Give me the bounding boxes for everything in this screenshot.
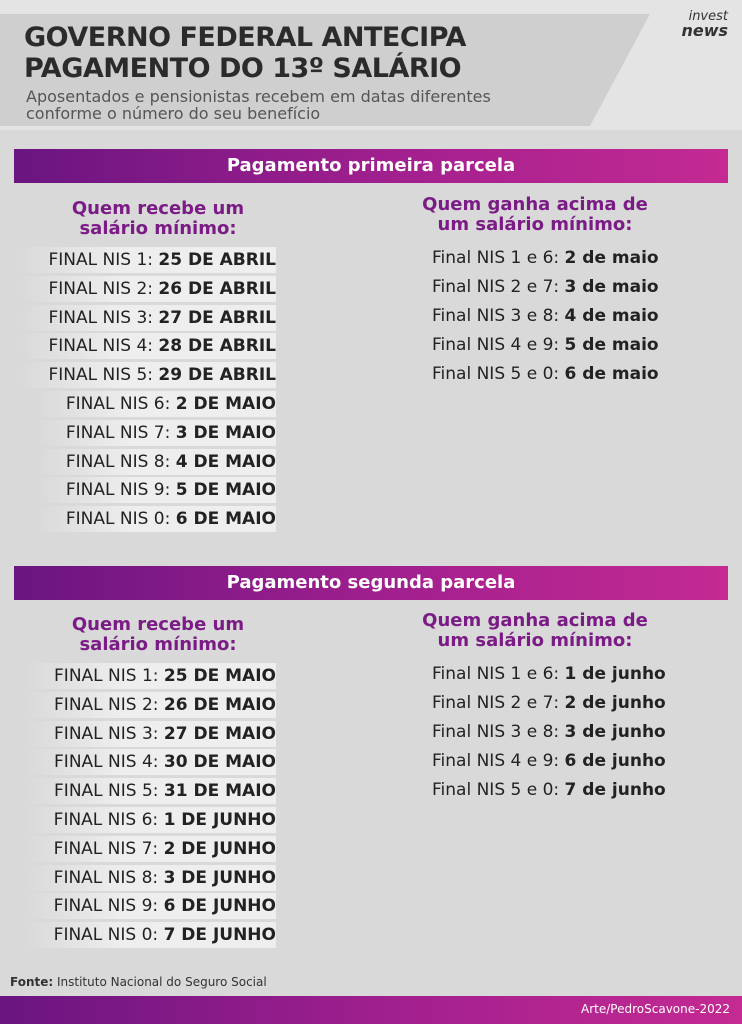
payment-date: 27 DE ABRIL [158,307,276,328]
payment-date: 6 DE JUNHO [163,896,276,917]
title-line-1: GOVERNO FEDERAL ANTECIPA [24,22,466,53]
list-item [36,391,276,417]
payment-date: 7 DE JUNHO [163,925,276,946]
payment-date: 30 DE MAIO [163,752,276,773]
second-right-heading [400,611,670,651]
list-item [432,361,659,387]
nis-label: Final NIS 4 e 9: [432,751,565,771]
payment-date: 6 DE MAIO [175,509,276,530]
list-item [432,690,666,716]
title-line-2: PAGAMENTO DO 13º SALÁRIO [24,53,462,84]
page-title [24,22,624,84]
list-item [432,748,666,774]
nis-label: FINAL NIS 7: [65,422,176,443]
heading-line: Quem ganha acima de [422,194,648,215]
payment-date: 5 de maio [564,335,659,355]
nis-label: FINAL NIS 7: [53,838,164,859]
nis-label: FINAL NIS 1: [54,666,164,686]
source-label: Fonte: [10,975,54,989]
nis-label: FINAL NIS 2: [48,278,159,299]
list-item [36,506,276,532]
page-subtitle [26,88,626,122]
payment-date: 27 DE MAIO [163,723,276,744]
payment-date: 2 de maio [564,248,659,268]
list-item [36,477,276,503]
payment-date: 2 DE JUNHO [163,838,276,859]
nis-label: Final NIS 2 e 7: [432,277,565,297]
nis-label: FINAL NIS 0: [53,925,164,946]
list-item [432,245,659,271]
first-left-heading [40,199,276,239]
nis-label: Final NIS 3 e 8: [432,722,565,742]
payment-date: 4 DE MAIO [175,451,276,472]
payment-date: 25 DE ABRIL [158,250,276,270]
payment-date: 3 de maio [564,277,659,297]
nis-label: FINAL NIS 5: [54,781,164,802]
list-item [432,661,666,687]
nis-label: Final NIS 2 e 7: [432,693,565,713]
payment-date: 5 DE MAIO [175,480,276,501]
list-item [19,333,276,359]
investnews-logo [681,10,728,38]
list-item [24,807,276,833]
heading-line: Quem recebe um [71,198,245,219]
nis-label: FINAL NIS 8: [53,867,164,888]
list-item [19,362,276,388]
list-item [432,777,666,803]
heading-line: salário mínimo: [79,634,237,655]
credit-text: Arte/PedroScavone-2022 [581,1002,730,1016]
payment-date: 25 DE MAIO [163,666,276,686]
nis-label: Final NIS 5 e 0: [432,780,565,800]
list-item [24,836,276,862]
list-item [24,778,276,804]
payment-date: 7 de junho [564,780,666,800]
list-item [19,305,276,331]
nis-label: FINAL NIS 9: [65,480,176,501]
list-item [24,893,276,919]
second-left-heading [40,615,276,655]
nis-label: FINAL NIS 5: [48,365,159,386]
payment-date: 28 DE ABRIL [158,336,276,357]
heading-line: um salário mínimo: [437,214,633,235]
source-text: Instituto Nacional do Seguro Social [53,975,267,989]
nis-label: FINAL NIS 4: [54,752,164,773]
nis-label: FINAL NIS 9: [53,896,164,917]
nis-label: FINAL NIS 3: [54,723,164,744]
payment-date: 2 DE MAIO [175,394,276,414]
list-item [19,247,276,273]
section-bar-second: Pagamento segunda parcela [14,566,728,600]
nis-label: FINAL NIS 8: [65,451,176,472]
payment-date: 6 de maio [564,364,659,384]
nis-label: FINAL NIS 6: [53,810,164,830]
list-item [24,692,276,718]
payment-date: 29 DE ABRIL [158,365,276,386]
payment-date: 3 DE MAIO [175,422,276,443]
list-item [24,721,276,747]
list-item [432,332,659,358]
list-item [24,749,276,775]
first-right-heading [400,195,670,235]
list-item [36,420,276,446]
nis-label: Final NIS 4 e 9: [432,335,565,355]
payment-date: 31 DE MAIO [163,781,276,802]
nis-label: FINAL NIS 0: [65,509,176,530]
logo-line-2: news [681,21,728,40]
list-item [24,922,276,948]
list-item [36,449,276,475]
section-bar-first: Pagamento primeira parcela [14,149,728,183]
nis-label: Final NIS 1 e 6: [432,248,565,268]
payment-date: 1 de junho [564,664,666,684]
list-item [24,663,276,689]
payment-date: 4 de maio [564,306,659,326]
payment-date: 1 DE JUNHO [163,810,276,830]
heading-line: Quem recebe um [71,614,245,635]
heading-line: um salário mínimo: [437,630,633,651]
source-note [10,975,267,989]
payment-date: 3 DE JUNHO [163,867,276,888]
nis-label: FINAL NIS 3: [48,307,159,328]
payment-date: 2 de junho [564,693,666,713]
nis-label: FINAL NIS 2: [54,694,164,715]
nis-label: Final NIS 3 e 8: [432,306,565,326]
nis-label: FINAL NIS 6: [65,394,176,414]
list-item [432,274,659,300]
nis-label: Final NIS 5 e 0: [432,364,565,384]
payment-date: 3 de junho [564,722,666,742]
nis-label: Final NIS 1 e 6: [432,664,565,684]
heading-line: Quem ganha acima de [422,610,648,631]
payment-date: 26 DE ABRIL [158,278,276,299]
list-item [432,303,659,329]
list-item [19,276,276,302]
subtitle-line-2: conforme o número do seu benefício [26,104,321,123]
heading-line: salário mínimo: [79,218,237,239]
subtitle-line-1: Aposentados e pensionistas recebem em datas diferentes [26,87,491,106]
list-item [24,865,276,891]
nis-label: FINAL NIS 1: [48,250,159,270]
payment-date: 26 DE MAIO [163,694,276,715]
nis-label: FINAL NIS 4: [48,336,159,357]
logo-line-1: invest [688,9,728,24]
footer-bar [0,996,742,1024]
payment-date: 6 de junho [564,751,666,771]
list-item [432,719,666,745]
